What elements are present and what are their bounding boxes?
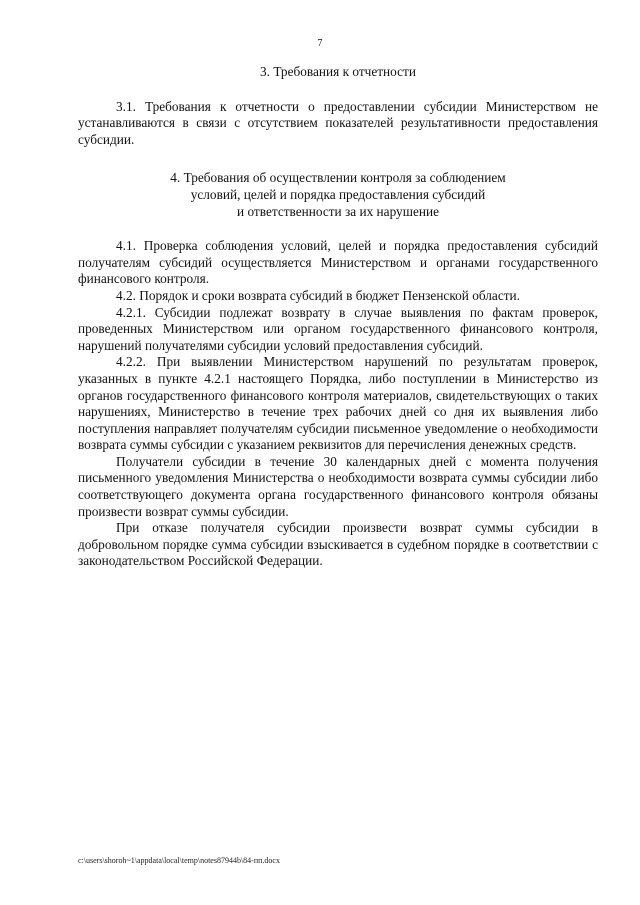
page-number: 7 bbox=[317, 38, 323, 49]
paragraph-4-2: 4.2. Порядок и сроки возврата субсидий в бюджет Пензенской области. bbox=[116, 287, 520, 303]
paragraph-4-1: 4.1. Проверка соблюдения условий, целей и порядка предоставления субсидий получателям субсидий осуществляется Министерством и органами государственного финансового контроля. bbox=[78, 238, 598, 287]
paragraph-refusal: При отказе получателя субсидии произвести возврат суммы субсидии в добровольном порядке сумма субсидии взыскивается в судебном порядке в соответствии с законодательством Российской Федерации. bbox=[78, 520, 598, 569]
document-body bbox=[78, 64, 598, 570]
section-4-heading-line-2: условий, целей и порядка предоставления субсидий bbox=[190, 186, 486, 202]
paragraph-3-1: 3.1. Требования к отчетности о предоставлении субсидии Министерством не устанавливаются в связи с отсутствием показателей результативности предоставления субсидии. bbox=[78, 98, 598, 147]
paragraph-4-2-2: 4.2.2. При выявлении Министерством нарушений по результатам проверок, указанных в пункте 4.2.1 настоящего Порядка, либо поступлении в Министерство из органов государственного финансового контроля материалов, свидетельствующих о таких нарушениях, Министерство в течение трех рабочих дней со дня их выявления либо поступления направляет получателям субсидии письменное уведомление о необходимости возврата суммы субсидии с указанием реквизитов для перечисления денежных средств. bbox=[78, 354, 598, 453]
section-4-heading bbox=[78, 170, 598, 220]
file-path-footer: c:\users\shoroh~1\appdata\local\temp\notes87944b\84-пп.docx bbox=[78, 856, 280, 865]
section-3-heading: 3. Требования к отчетности bbox=[260, 64, 416, 79]
section-4-heading-line-1: 4. Требования об осуществлении контроля за соблюдением bbox=[170, 170, 506, 186]
paragraph-recipients-return: Получатели субсидии в течение 30 календарных дней с момента получения письменного уведомления Министерства о необходимости возврата суммы субсидии либо соответствующего документа органа государственного финансового контроля обязаны произвести возврат суммы субсидии. bbox=[78, 453, 598, 519]
section-4-heading-line-3: и ответственности за их нарушение bbox=[237, 203, 439, 219]
paragraph-4-2-1: 4.2.1. Субсидии подлежат возврату в случае выявления по фактам проверок, проведенных Министерством или органом государственного финансового контроля, нарушений получателями субсидии условий предоставления субсидий. bbox=[78, 304, 598, 353]
